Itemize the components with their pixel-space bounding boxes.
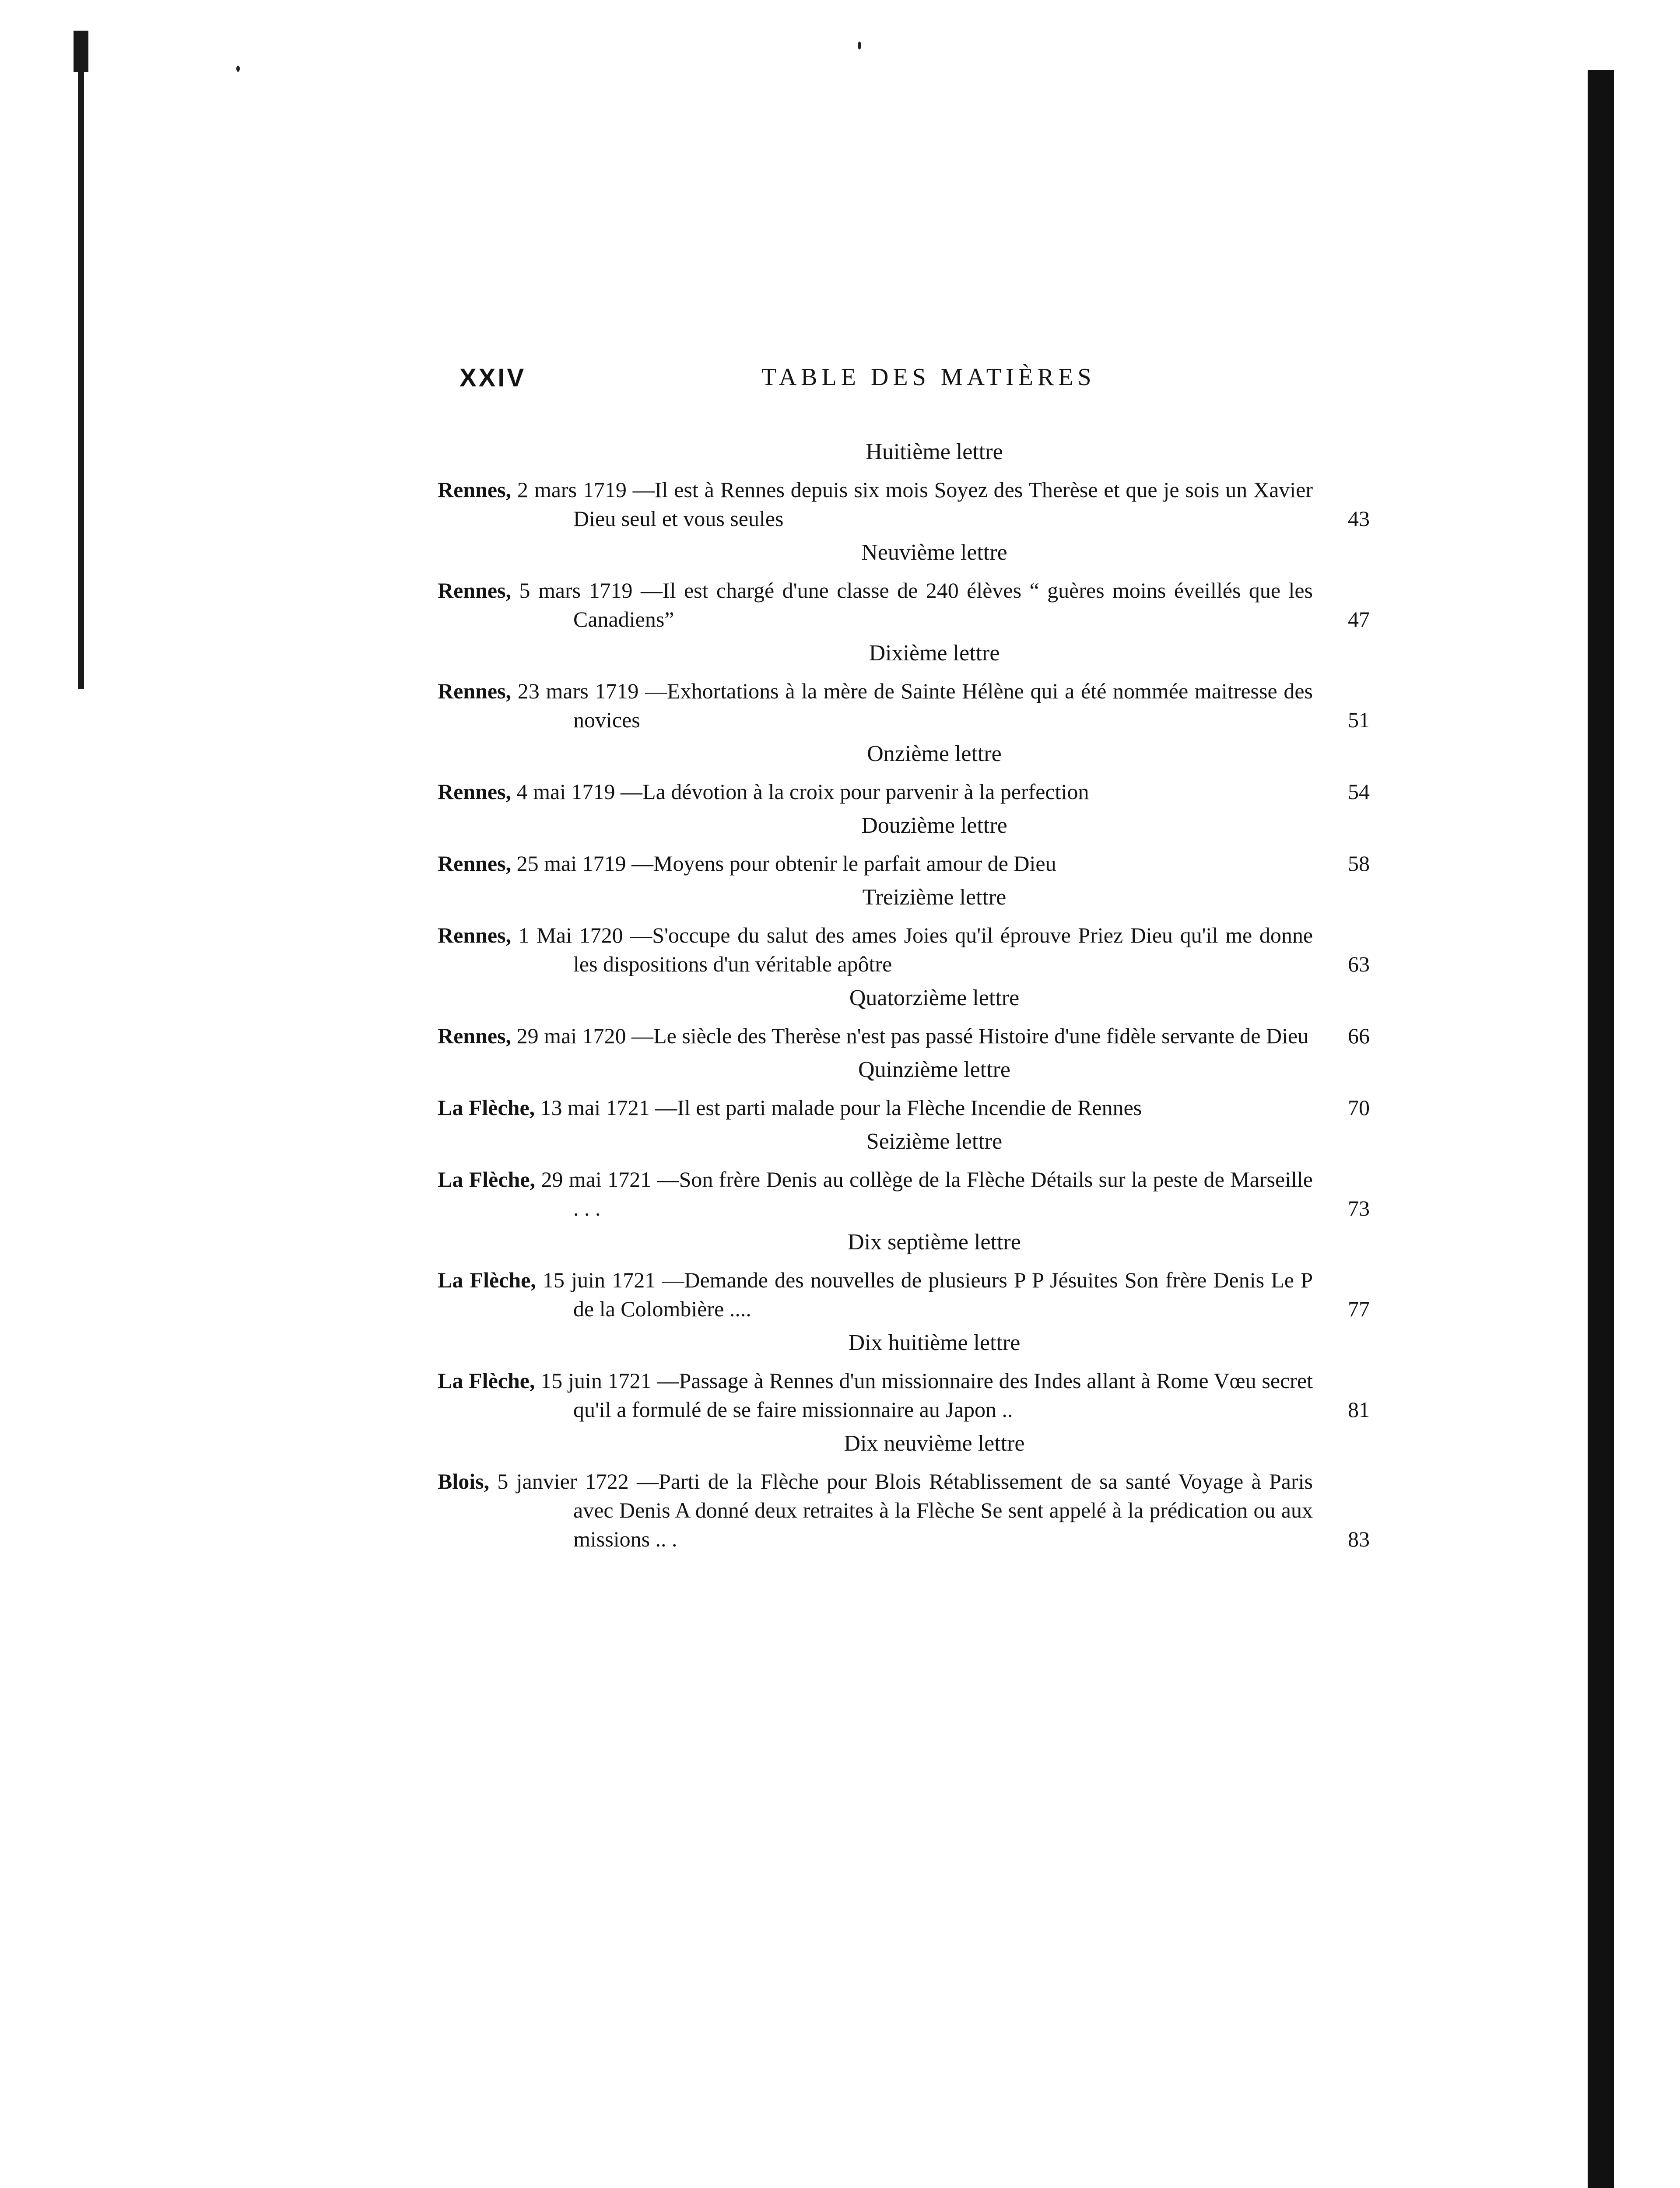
page-edge-shadow — [1588, 70, 1614, 2188]
entry-place: Blois, — [438, 1469, 490, 1494]
toc-entry — [438, 677, 1378, 734]
toc-section — [438, 882, 1378, 978]
toc-entry — [438, 849, 1378, 878]
entry-place: Rennes, — [438, 851, 512, 876]
entry-place: La Flèche, — [438, 1167, 536, 1192]
entry-summary: 2 mars 1719 —Il est à Rennes depuis six mois Soyez des Therèse et que je sois un Xavier Dieu seul et vous seules — [517, 477, 1313, 531]
page-number: 66 — [1348, 1024, 1370, 1048]
page-number: 54 — [1348, 779, 1370, 804]
entry-summary: 5 mars 1719 —Il est chargé d'une classe de 240 élèves “ guères moins éveillés que les Canadiens” — [519, 578, 1313, 631]
page-running-title: TABLE DES MATIÈRES — [761, 364, 1096, 391]
letter-heading: Huitième lettre — [866, 439, 1003, 464]
letter-heading: Treizième lettre — [862, 885, 1007, 910]
entry-summary: 23 mars 1719 —Exhortations à la mère de Sainte Hélène qui a été nommée maitresse des novices — [517, 679, 1313, 732]
page-number: 47 — [1348, 607, 1370, 631]
toc-section — [438, 1227, 1378, 1323]
toc-section — [438, 983, 1378, 1050]
toc-entry — [438, 576, 1378, 634]
letter-heading: Onzième lettre — [867, 741, 1002, 766]
toc-entry — [438, 475, 1378, 533]
entry-place: La Flèche, — [438, 1368, 535, 1393]
toc-entry — [438, 777, 1378, 806]
entry-summary: 29 mai 1721 —Son frère Denis au collège de la Flèche Détails sur la peste de Marseille . . . — [541, 1167, 1313, 1220]
letter-heading: Douzième lettre — [861, 813, 1007, 838]
entry-summary: 13 mai 1721 —Il est parti malade pour la Flèche Incendie de Rennes — [540, 1095, 1142, 1120]
toc-section — [438, 1126, 1378, 1223]
entry-place: Rennes, — [438, 578, 512, 603]
toc-section — [438, 1328, 1378, 1424]
entry-place: Rennes, — [438, 1024, 512, 1048]
entry-place: Rennes, — [438, 779, 512, 804]
toc-section — [438, 638, 1378, 734]
running-head — [459, 363, 1348, 407]
scan-speck — [236, 66, 240, 72]
entry-place: Rennes, — [438, 679, 512, 703]
toc-entry — [438, 921, 1378, 978]
toc-entry — [438, 1366, 1378, 1424]
page-number: 63 — [1348, 952, 1370, 976]
entry-place: La Flèche, — [438, 1095, 535, 1120]
toc-entry — [438, 1165, 1378, 1223]
binding-edge-shadow — [78, 33, 84, 689]
letter-heading: Dix septième lettre — [848, 1230, 1021, 1255]
toc-entry — [438, 1093, 1378, 1122]
table-of-contents — [438, 437, 1378, 1558]
letter-heading: Neuvième lettre — [861, 540, 1007, 565]
entry-summary: 25 mai 1719 —Moyens pour obtenir le parfait amour de Dieu — [516, 851, 1056, 876]
toc-entry — [438, 1467, 1378, 1553]
letter-heading: Dix huitième lettre — [848, 1330, 1021, 1355]
entry-summary: 15 juin 1721 —Passage à Rennes d'un missionnaire des Indes allant à Rome Vœu secret qu'il a formulé de se faire missionnaire au Japon .. — [540, 1368, 1313, 1422]
entry-place: Rennes, — [438, 923, 512, 947]
toc-entry — [438, 1266, 1378, 1323]
toc-entry — [438, 1021, 1378, 1050]
letter-heading: Dix neuvième lettre — [844, 1431, 1025, 1456]
page-number: 43 — [1348, 506, 1370, 531]
toc-section — [438, 810, 1378, 878]
toc-section — [438, 437, 1378, 533]
letter-heading: Quinzième lettre — [858, 1057, 1010, 1082]
letter-heading: Quatorzième lettre — [849, 985, 1020, 1010]
page-folio: XXIV — [459, 364, 526, 392]
page-number: 70 — [1348, 1095, 1370, 1120]
page-number: 58 — [1348, 851, 1370, 876]
letter-heading: Dixième lettre — [869, 641, 1000, 666]
entry-place: La Flèche, — [438, 1268, 536, 1292]
entry-place: Rennes, — [438, 477, 512, 502]
entry-summary: 5 janvier 1722 —Parti de la Flèche pour Blois Rétablissement de sa santé Voyage à Paris avec Denis A donné deux retraites à la Flèche Se sent appelé à la prédication ou aux missions .. . — [497, 1469, 1313, 1551]
entry-summary: 1 Mai 1720 —S'occupe du salut des ames Joies qu'il éprouve Priez Dieu qu'il me donne les dispositions d'un véritable apôtre — [518, 923, 1313, 976]
entry-summary: 29 mai 1720 —Le siècle des Therèse n'est pas passé Histoire d'une fidèle servante de Dieu — [516, 1024, 1309, 1048]
entry-summary: 4 mai 1719 —La dévotion à la croix pour parvenir à la perfection — [516, 779, 1089, 804]
toc-section — [438, 1055, 1378, 1122]
page-number: 81 — [1348, 1397, 1370, 1422]
scan-speck — [858, 42, 861, 49]
entry-summary: 15 juin 1721 —Demande des nouvelles de plusieurs P P Jésuites Son frère Denis Le P de la Colombière .... — [543, 1268, 1313, 1321]
page-number: 77 — [1348, 1297, 1370, 1321]
page-number: 51 — [1348, 708, 1370, 732]
toc-section — [438, 537, 1378, 634]
page-number: 83 — [1348, 1527, 1370, 1551]
toc-section — [438, 1428, 1378, 1553]
page-number: 73 — [1348, 1196, 1370, 1220]
letter-heading: Seizième lettre — [866, 1129, 1003, 1154]
toc-section — [438, 739, 1378, 806]
